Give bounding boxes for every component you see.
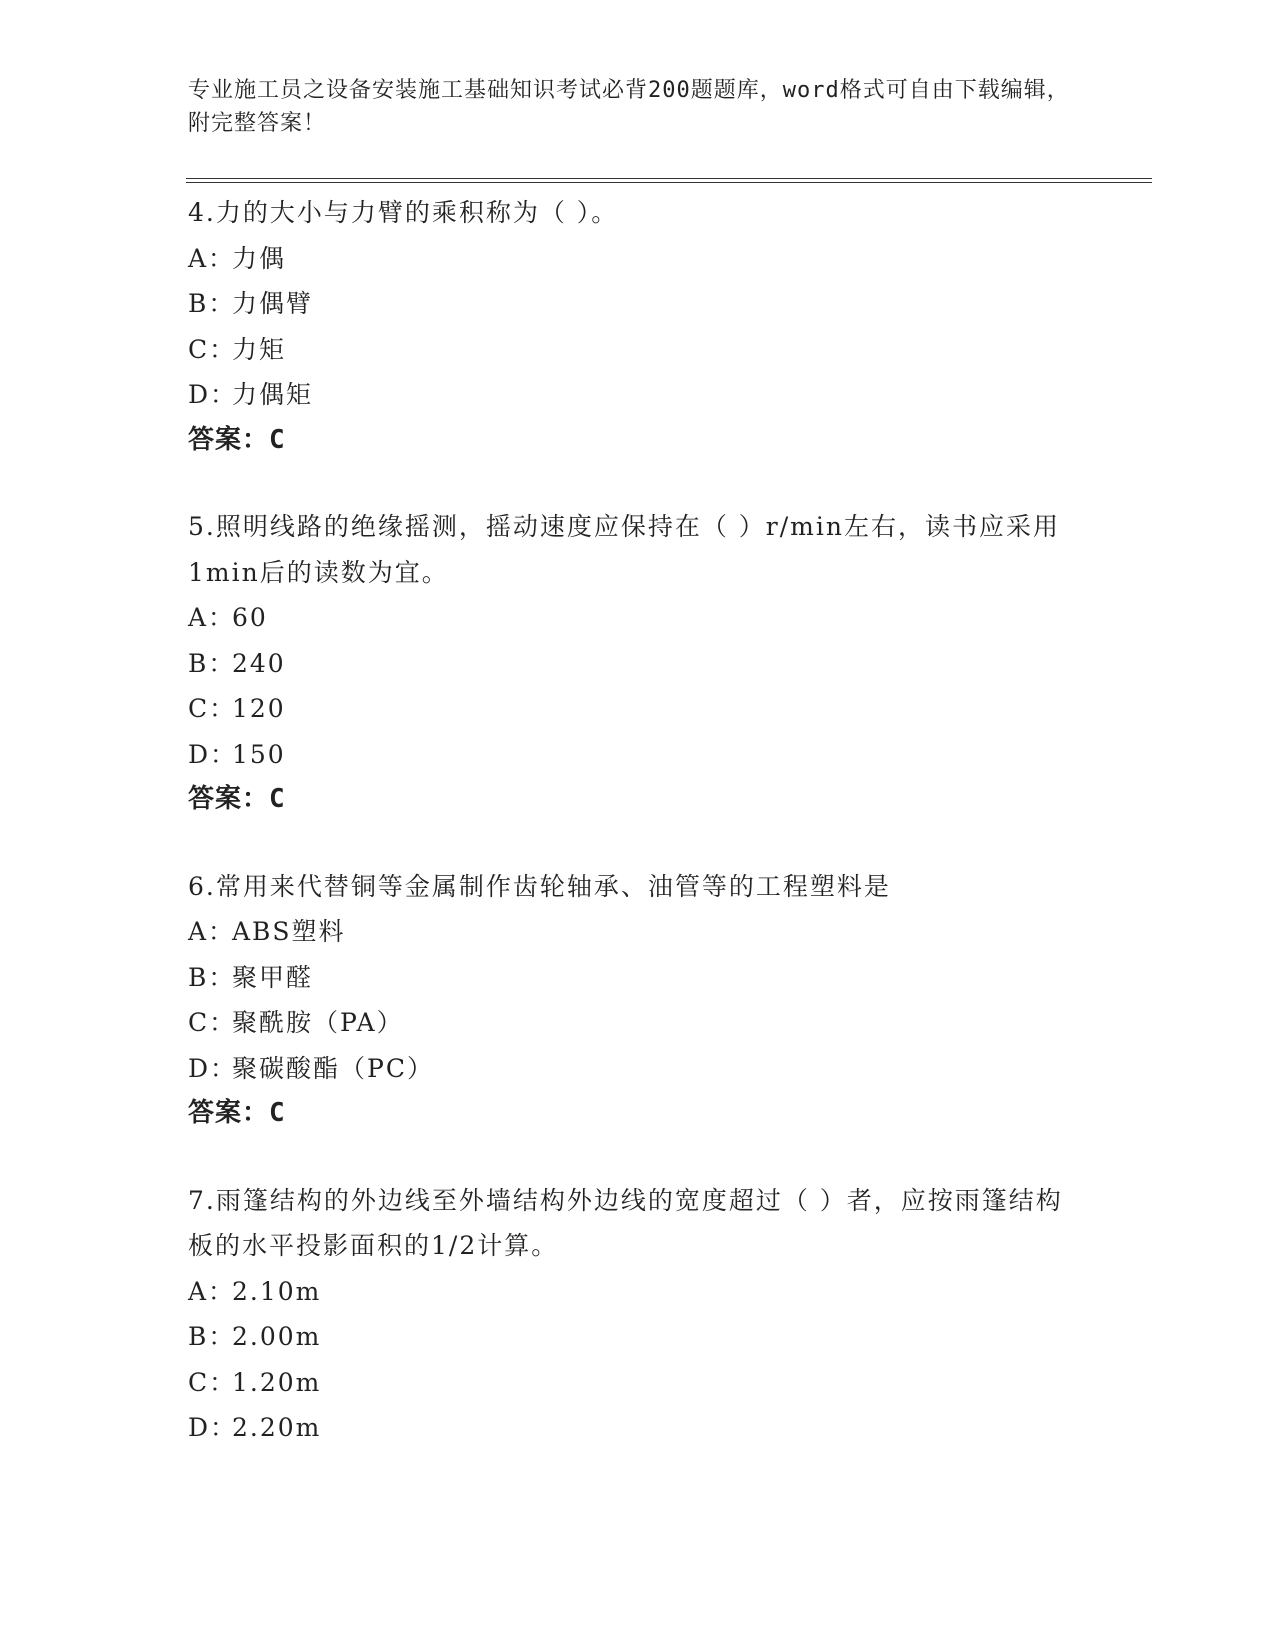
option-c bbox=[188, 686, 1088, 732]
option-text: 力矩 bbox=[232, 334, 287, 364]
option-text: 120 bbox=[232, 694, 286, 723]
option-c bbox=[188, 1360, 1088, 1406]
option-text: ABS塑料 bbox=[232, 917, 346, 946]
option-letter: B： bbox=[188, 648, 236, 678]
option-d bbox=[188, 1046, 1088, 1092]
option-letter: B： bbox=[188, 1322, 236, 1351]
question-stem: 4.力的大小与力臂的乘积称为（ ）。 bbox=[188, 198, 619, 227]
option-b bbox=[188, 1314, 1088, 1360]
option-letter: D： bbox=[188, 739, 238, 769]
option-text: 2.00m bbox=[232, 1322, 322, 1351]
answer-key: 答案：C bbox=[188, 424, 286, 455]
option-letter: B： bbox=[188, 962, 236, 992]
option-a bbox=[188, 1269, 1088, 1315]
option-b bbox=[188, 955, 1088, 1001]
option-c bbox=[188, 327, 1088, 373]
header-divider-bottom bbox=[186, 182, 1152, 183]
option-d bbox=[188, 1405, 1088, 1451]
option-text: 力偶矩 bbox=[232, 380, 314, 409]
option-b bbox=[188, 641, 1088, 687]
option-letter: D： bbox=[188, 380, 238, 409]
option-c bbox=[188, 1000, 1088, 1046]
option-text: 力偶 bbox=[232, 243, 287, 273]
option-letter: A： bbox=[188, 917, 236, 946]
option-text: 力偶臂 bbox=[232, 289, 314, 318]
option-text: 2.10m bbox=[232, 1276, 322, 1306]
option-a bbox=[188, 595, 1088, 641]
option-text: 60 bbox=[232, 603, 268, 632]
option-b bbox=[188, 281, 1088, 327]
question-list bbox=[188, 190, 1088, 1492]
option-text: 聚碳酸酯（PC） bbox=[232, 1053, 434, 1083]
question-stem: 5.照明线路的绝缘摇测，摇动速度应保持在（ ）r/min左右，读书应采用1min后的读数为宜。 bbox=[188, 512, 1060, 587]
option-d bbox=[188, 372, 1088, 418]
option-text: 150 bbox=[232, 739, 286, 769]
option-text: 240 bbox=[232, 648, 286, 678]
question-7 bbox=[188, 1178, 1088, 1451]
option-text: 聚酰胺（PA） bbox=[232, 1008, 404, 1037]
option-a bbox=[188, 909, 1088, 955]
answer-key: 答案：C bbox=[188, 1098, 286, 1128]
answer-key: 答案：C bbox=[188, 784, 286, 814]
question-stem: 6.常用来代替铜等金属制作齿轮轴承、油管等的工程塑料是 bbox=[188, 871, 891, 901]
question-stem: 7.雨篷结构的外边线至外墙结构外边线的宽度超过（ ）者，应按雨篷结构板的水平投影面积的1/2计算。 bbox=[188, 1185, 1063, 1260]
option-letter: B： bbox=[188, 289, 236, 318]
option-letter: A： bbox=[188, 243, 236, 273]
option-text: 1.20m bbox=[232, 1367, 322, 1397]
header-divider-top bbox=[186, 178, 1152, 179]
option-letter: A： bbox=[188, 1276, 236, 1306]
question-4 bbox=[188, 190, 1088, 463]
option-letter: D： bbox=[188, 1053, 238, 1083]
option-d bbox=[188, 732, 1088, 778]
option-text: 聚甲醛 bbox=[232, 962, 314, 992]
option-letter: D： bbox=[188, 1413, 238, 1442]
question-5 bbox=[188, 504, 1088, 823]
option-text: 2.20m bbox=[232, 1413, 322, 1442]
option-letter: C： bbox=[188, 1008, 237, 1037]
question-6 bbox=[188, 864, 1088, 1137]
option-letter: A： bbox=[188, 603, 236, 632]
option-letter: C： bbox=[188, 1367, 237, 1397]
option-a bbox=[188, 236, 1088, 282]
option-letter: C： bbox=[188, 694, 237, 723]
document-header: 专业施工员之设备安装施工基础知识考试必背200题题库，word格式可自由下载编辑，附完整答案！ bbox=[188, 78, 1070, 136]
option-letter: C： bbox=[188, 334, 237, 364]
